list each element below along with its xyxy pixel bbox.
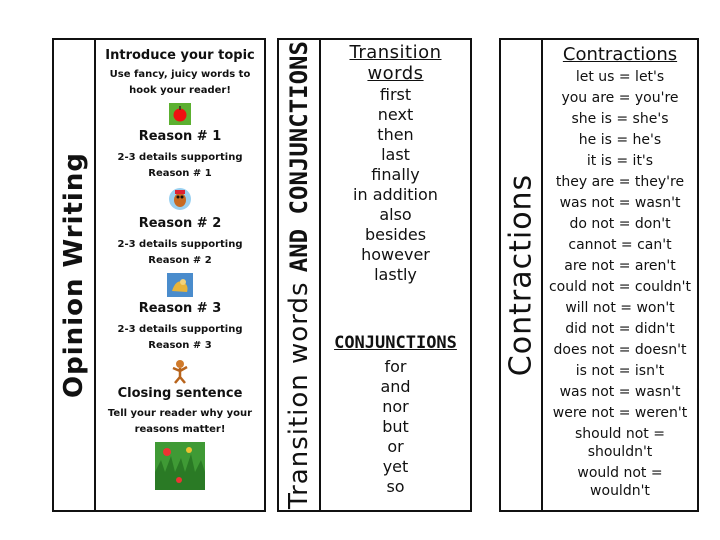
contraction-item: he is = he's: [578, 132, 662, 148]
contractions-content: [543, 40, 697, 510]
opinion-content: [96, 40, 264, 510]
closing-text-line-2: reasons matter!: [134, 424, 226, 435]
conjunction-word: and: [380, 377, 411, 396]
contraction-item: could not = couldn't: [548, 279, 692, 295]
contraction-item-would: would not =: [577, 465, 663, 481]
character-icon-3: [96, 358, 264, 384]
conjunction-word: or: [387, 437, 404, 456]
contraction-item: are not = aren't: [564, 258, 676, 274]
contractions-spine-title: Contractions: [503, 173, 539, 377]
character-icon-1: [96, 186, 264, 212]
contraction-item: was not = wasn't: [559, 195, 681, 211]
contraction-item: you are = you're: [561, 90, 679, 106]
contraction-item: it is = it's: [586, 153, 654, 169]
contraction-item: does not = doesn't: [553, 342, 687, 358]
reason-2-detail-2: Reason # 2: [148, 255, 212, 266]
opinion-spine-title: Opinion Writing: [59, 152, 89, 398]
reason-1-detail-1: 2-3 details supporting: [117, 152, 243, 163]
grass-illustration-icon: [96, 442, 264, 490]
reason-2-heading: Reason # 2: [138, 216, 222, 231]
conjunction-word: for: [384, 357, 407, 376]
contraction-item: cannot = can't: [568, 237, 672, 253]
contraction-item-would-result: wouldn't: [590, 483, 650, 499]
contraction-item-should: should not =: [575, 426, 665, 442]
opinion-spine: [54, 40, 96, 510]
transition-word: lastly: [374, 265, 417, 284]
intro-heading: Introduce your topic: [105, 48, 255, 63]
transition-word: however: [361, 245, 430, 264]
intro-text-line-2: hook your reader!: [129, 85, 231, 96]
character-icon-2: [96, 273, 264, 297]
transition-words-heading: Transition words: [349, 42, 442, 84]
transition-spine-title-b: AND CONJUNCTIONS: [285, 41, 313, 273]
reason-1-heading: Reason # 1: [138, 129, 222, 144]
transition-word: first: [379, 85, 412, 104]
reason-3-heading: Reason # 3: [138, 301, 222, 316]
contraction-item: is not = isn't: [575, 363, 665, 379]
contraction-item: they are = they're: [555, 174, 685, 190]
transition-word: also: [379, 205, 412, 224]
transition-word: then: [377, 125, 414, 144]
contraction-item: did not = didn't: [565, 321, 675, 337]
intro-text-line-1: Use fancy, juicy words to: [109, 69, 251, 80]
contraction-item: will not = won't: [565, 300, 675, 316]
conjunctions-heading: CONJUNCTIONS: [334, 333, 457, 353]
contractions-heading: Contractions: [562, 44, 678, 65]
conjunction-word: nor: [382, 397, 409, 416]
reason-3-detail-1: 2-3 details supporting: [117, 324, 243, 335]
contractions-spine: [501, 40, 543, 510]
contraction-item: let us = let's: [575, 69, 665, 85]
transition-spine: [279, 40, 321, 510]
transition-spine-title: [284, 41, 314, 509]
contraction-item-should-result: shouldn't: [587, 444, 653, 460]
transition-word: finally: [371, 165, 420, 184]
transition-word: next: [377, 105, 414, 124]
conjunction-word: but: [382, 417, 409, 436]
conjunction-list: [321, 357, 470, 497]
transition-word: in addition: [353, 185, 438, 204]
contraction-item: was not = wasn't: [559, 384, 681, 400]
opinion-writing-card: [52, 38, 266, 512]
transition-word: last: [381, 145, 410, 164]
transition-word: besides: [364, 225, 427, 244]
reason-1-detail-2: Reason # 1: [148, 168, 212, 179]
transition-words-card: [277, 38, 472, 512]
transition-word-list: [321, 85, 470, 285]
apple-icon: [96, 103, 264, 125]
contraction-item: she is = she's: [571, 111, 669, 127]
transition-spine-title-a: Transition words: [284, 272, 314, 509]
closing-heading: Closing sentence: [117, 386, 243, 401]
reason-3-detail-2: Reason # 3: [148, 340, 212, 351]
contraction-item: were not = weren't: [552, 405, 688, 421]
contraction-list: [543, 67, 697, 502]
closing-text-line-1: Tell your reader why your: [107, 408, 253, 419]
reason-2-detail-1: 2-3 details supporting: [117, 239, 243, 250]
conjunction-word: yet: [382, 457, 409, 476]
conjunction-word: so: [386, 477, 405, 496]
transition-content: [321, 40, 470, 510]
contraction-item: do not = don't: [569, 216, 671, 232]
contractions-card: [499, 38, 699, 512]
